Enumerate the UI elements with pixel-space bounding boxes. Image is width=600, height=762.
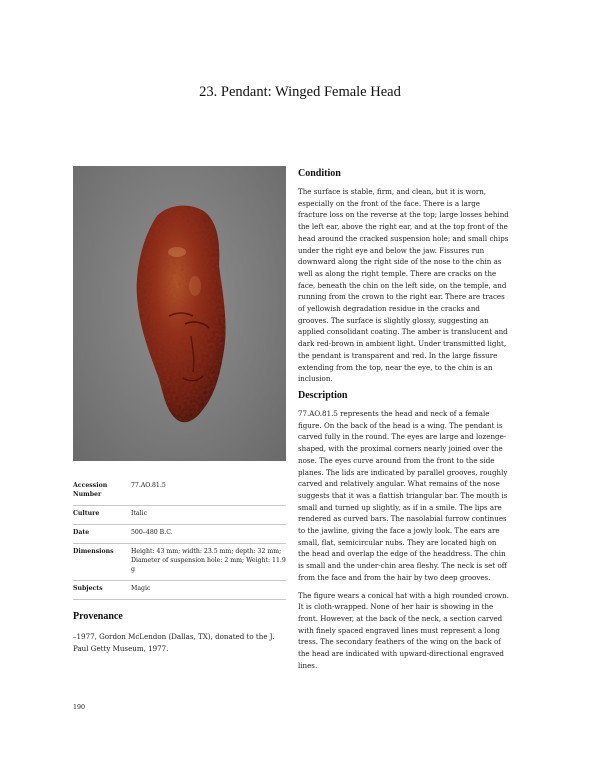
condition-text xyxy=(298,186,510,391)
provenance-paragraph: –1977, Gordon McLendon (Dallas, TX), donated to the J. Paul Getty Museum, 1977. xyxy=(73,632,275,653)
spec-label: Accession Number xyxy=(73,478,131,505)
spec-label: Culture xyxy=(73,505,131,524)
spec-value: Height: 43 mm; width: 23.5 mm; depth: 32 mm; Diameter of suspension hole: 2 mm; Weight: 11.9 g xyxy=(131,543,286,580)
amber-pendant-image xyxy=(73,166,286,461)
description-paragraph-1: 77.AO.81.5 represents the head and neck of a female figure. On the back of the head is a wing. The pendant is carved fully in the round. The eyes are large and lozenge-shaped, with the proximal corners nearly joined over the nose. The eyes curve around from the front to the side planes. The lids are indicated by parallel grooves, roughly carved and relatively angular. What remains of the nose suggests that it was a flattish triangular bar. The mouth is small and turned up slightly, as if in a smile. The lips are rendered as curved bars. The nasolabial furrow continues to the jawline, giving the face a jowly look. The ears are small, flat, semicircular nubs. They are located high on the head and overlap the edge of the headdress. The chin is small and the under-chin area fleshy. The neck is set off from the face and from the hair by two deep grooves. xyxy=(298,409,508,582)
pendant-photo xyxy=(73,166,286,461)
condition-heading: Condition xyxy=(298,168,341,179)
spec-row-subjects xyxy=(73,580,286,599)
description-paragraph-2: The figure wears a conical hat with a high rounded crown. It is cloth-wrapped. None of her hair is showing in the front. However, at the back of the neck, a section carved with finely spaced engraved lines must represent a long tress. The secondary feathers of the wing on the back of the head are indicated with upward-directional engraved lines. xyxy=(298,590,509,670)
condition-paragraph: The surface is stable, firm, and clean, but it is worn, especially on the front of the face. There is a large fracture loss on the reverse at the top; large losses behind the left ear, above the right ear, and at the top front of the head around the cracked suspension hole; and small chips under the right eye and below the jaw. Fissures run downward along the right side of the nose to the chin as well as along the right temple. There are cracks on the face, beneath the chin on the left side, on the temple, and running from the crown to the right ear. There are traces of yellowish degradation residue in the cracks and grooves. The surface is slightly glossy, suggesting an applied consolidant coating. The amber is translucent and dark red-brown in ambient light. Under transmitted light, the pendant is transparent and red. In the large fissure extending from the top, near the eye, to the chin is an inclusion. xyxy=(298,187,509,384)
spec-label: Date xyxy=(73,524,131,543)
provenance-heading: Provenance xyxy=(73,611,123,622)
spec-label: Dimensions xyxy=(73,543,131,580)
description-text xyxy=(298,408,510,677)
spec-row-dimensions xyxy=(73,543,286,580)
spec-row-date xyxy=(73,524,286,543)
spec-value: Italic xyxy=(131,505,286,524)
page-number: 190 xyxy=(73,704,86,711)
spec-value: Magic xyxy=(131,580,286,599)
object-specs-table xyxy=(73,478,286,600)
provenance-text xyxy=(73,631,286,660)
spec-row-accession xyxy=(73,478,286,505)
spec-row-culture xyxy=(73,505,286,524)
spec-value: 77.AO.81.5 xyxy=(131,478,286,505)
page-title: 23. Pendant: Winged Female Head xyxy=(199,84,401,100)
spec-label: Subjects xyxy=(73,580,131,599)
description-heading: Description xyxy=(298,390,348,401)
spec-value: 500–480 B.C. xyxy=(131,524,286,543)
